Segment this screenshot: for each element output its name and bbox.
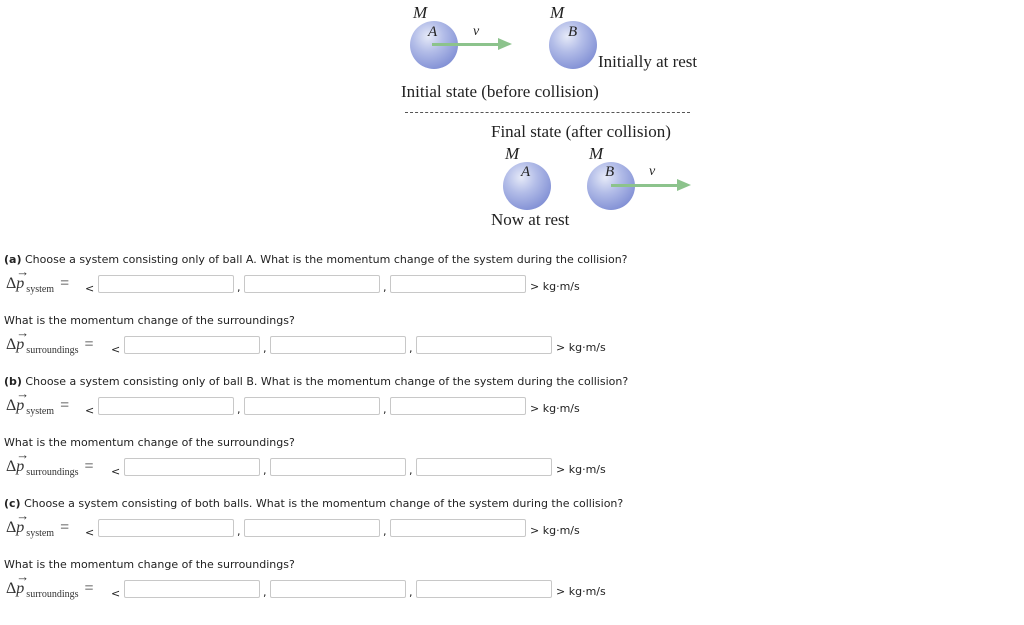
vector-open-bracket: < (111, 465, 121, 478)
initial-state-caption: Initial state (before collision) (401, 82, 599, 101)
vector-open-bracket: < (85, 282, 95, 295)
initial-velocity-arrow-icon (432, 43, 498, 46)
vector-close-and-unit (530, 402, 580, 415)
vector-close-bracket: > (530, 280, 540, 293)
component-separator: , (237, 281, 241, 294)
component-separator: , (237, 403, 241, 416)
question-part-a (4, 253, 628, 266)
part-label: (b) (4, 375, 22, 388)
surroundings-y-component-input-c[interactable] (270, 580, 406, 598)
initial-mass-a-label: M (413, 3, 428, 22)
vector-close-bracket: > (556, 341, 566, 354)
delta-symbol: Δ (6, 275, 17, 292)
delta-p-system-symbol (6, 275, 69, 293)
equals-sign: = (84, 458, 94, 475)
delta-p-system-row-c (6, 519, 1016, 543)
final-ball-b-label: B (605, 164, 615, 180)
surroundings-subscript: surroundings (26, 467, 79, 478)
state-divider (405, 112, 690, 113)
vector-open-bracket: < (111, 587, 121, 600)
surroundings-x-component-input-b[interactable] (124, 458, 260, 476)
surroundings-subscript: surroundings (26, 345, 79, 356)
vector-close-and-unit (556, 585, 606, 598)
surroundings-question-b: What is the momentum change of the surroundings? (4, 436, 295, 449)
delta-p-surroundings-row-a (6, 336, 1016, 360)
equals-sign: = (60, 519, 70, 536)
surroundings-z-component-input-b[interactable] (416, 458, 552, 476)
vector-close-bracket: > (530, 524, 540, 537)
system-subscript: system (26, 406, 55, 417)
component-separator: , (237, 525, 241, 538)
component-separator: , (383, 403, 387, 416)
component-separator: , (383, 281, 387, 294)
equals-sign: = (60, 275, 70, 292)
momentum-vector-symbol: → p (16, 275, 24, 292)
vector-close-bracket: > (556, 585, 566, 598)
system-x-component-input-c[interactable] (98, 519, 234, 537)
surroundings-z-component-input-c[interactable] (416, 580, 552, 598)
component-separator: , (263, 586, 267, 599)
question-part-b (4, 375, 628, 388)
unit-label: kg·m/s (542, 402, 580, 415)
vector-close-bracket: > (556, 463, 566, 476)
final-mass-b-label: M (589, 144, 604, 163)
system-subscript: system (26, 528, 55, 539)
component-separator: , (409, 586, 413, 599)
surroundings-x-component-input-a[interactable] (124, 336, 260, 354)
vector-close-and-unit (530, 280, 580, 293)
delta-p-system-symbol (6, 519, 69, 537)
delta-p-surroundings-symbol (6, 336, 94, 354)
surroundings-question-a: What is the momentum change of the surroundings? (4, 314, 295, 327)
system-x-component-input-b[interactable] (98, 397, 234, 415)
component-separator: , (263, 342, 267, 355)
system-z-component-input-a[interactable] (390, 275, 526, 293)
component-separator: , (409, 342, 413, 355)
question-text: Choose a system consisting only of ball B. What is the momentum change of the system during the collision? (21, 375, 629, 388)
unit-label: kg·m/s (568, 463, 606, 476)
unit-label: kg·m/s (542, 280, 580, 293)
vector-close-and-unit (556, 463, 606, 476)
final-mass-a-label: M (505, 144, 520, 163)
system-y-component-input-b[interactable] (244, 397, 380, 415)
vector-open-bracket: < (111, 343, 121, 356)
momentum-vector-symbol: → p (16, 580, 24, 597)
momentum-vector-symbol: → p (16, 458, 24, 475)
surroundings-x-component-input-c[interactable] (124, 580, 260, 598)
unit-label: kg·m/s (542, 524, 580, 537)
surroundings-question-c: What is the momentum change of the surroundings? (4, 558, 295, 571)
system-z-component-input-c[interactable] (390, 519, 526, 537)
initial-ball-a-label: A (428, 24, 438, 40)
delta-symbol: Δ (6, 397, 17, 414)
surroundings-y-component-input-b[interactable] (270, 458, 406, 476)
final-velocity-arrow-icon (611, 184, 677, 187)
equals-sign: = (84, 336, 94, 353)
equals-sign: = (60, 397, 70, 414)
unit-label: kg·m/s (568, 585, 606, 598)
question-text: Choose a system consisting of both balls. What is the momentum change of the system during the collision? (20, 497, 624, 510)
question-text: Choose a system consisting only of ball A. What is the momentum change of the system during the collision? (21, 253, 628, 266)
delta-p-surroundings-row-c (6, 580, 1016, 604)
vector-close-and-unit (556, 341, 606, 354)
system-y-component-input-c[interactable] (244, 519, 380, 537)
surroundings-z-component-input-a[interactable] (416, 336, 552, 354)
unit-label: kg·m/s (568, 341, 606, 354)
delta-symbol: Δ (6, 580, 17, 597)
delta-symbol: Δ (6, 458, 17, 475)
system-x-component-input-a[interactable] (98, 275, 234, 293)
initial-ball-b-label: B (568, 24, 578, 40)
vector-open-bracket: < (85, 404, 95, 417)
final-ball-a-label: A (521, 164, 531, 180)
delta-p-system-row-a (6, 275, 1016, 299)
delta-p-surroundings-symbol (6, 458, 94, 476)
initially-at-rest-label: Initially at rest (598, 52, 698, 71)
delta-p-system-row-b (6, 397, 1016, 421)
collision-figure (0, 0, 1024, 240)
component-separator: , (263, 464, 267, 477)
component-separator: , (383, 525, 387, 538)
delta-p-surroundings-row-b (6, 458, 1016, 482)
delta-symbol: Δ (6, 519, 17, 536)
system-subscript: system (26, 284, 55, 295)
initial-mass-b-label: M (550, 3, 565, 22)
vector-close-bracket: > (530, 402, 540, 415)
vector-close-and-unit (530, 524, 580, 537)
now-at-rest-label: Now at rest (491, 210, 570, 229)
part-label: (a) (4, 253, 22, 266)
system-z-component-input-b[interactable] (390, 397, 526, 415)
delta-p-system-symbol (6, 397, 69, 415)
momentum-vector-symbol: → p (16, 519, 24, 536)
surroundings-y-component-input-a[interactable] (270, 336, 406, 354)
delta-p-surroundings-symbol (6, 580, 94, 598)
initial-velocity-label: v (473, 24, 480, 39)
final-velocity-label: v (649, 164, 656, 179)
equals-sign: = (84, 580, 94, 597)
system-y-component-input-a[interactable] (244, 275, 380, 293)
part-label: (c) (4, 497, 21, 510)
vector-open-bracket: < (85, 526, 95, 539)
delta-symbol: Δ (6, 336, 17, 353)
final-state-caption: Final state (after collision) (491, 122, 671, 141)
momentum-vector-symbol: → p (16, 397, 24, 414)
surroundings-subscript: surroundings (26, 589, 79, 600)
question-part-c (4, 497, 623, 510)
momentum-vector-symbol: → p (16, 336, 24, 353)
component-separator: , (409, 464, 413, 477)
